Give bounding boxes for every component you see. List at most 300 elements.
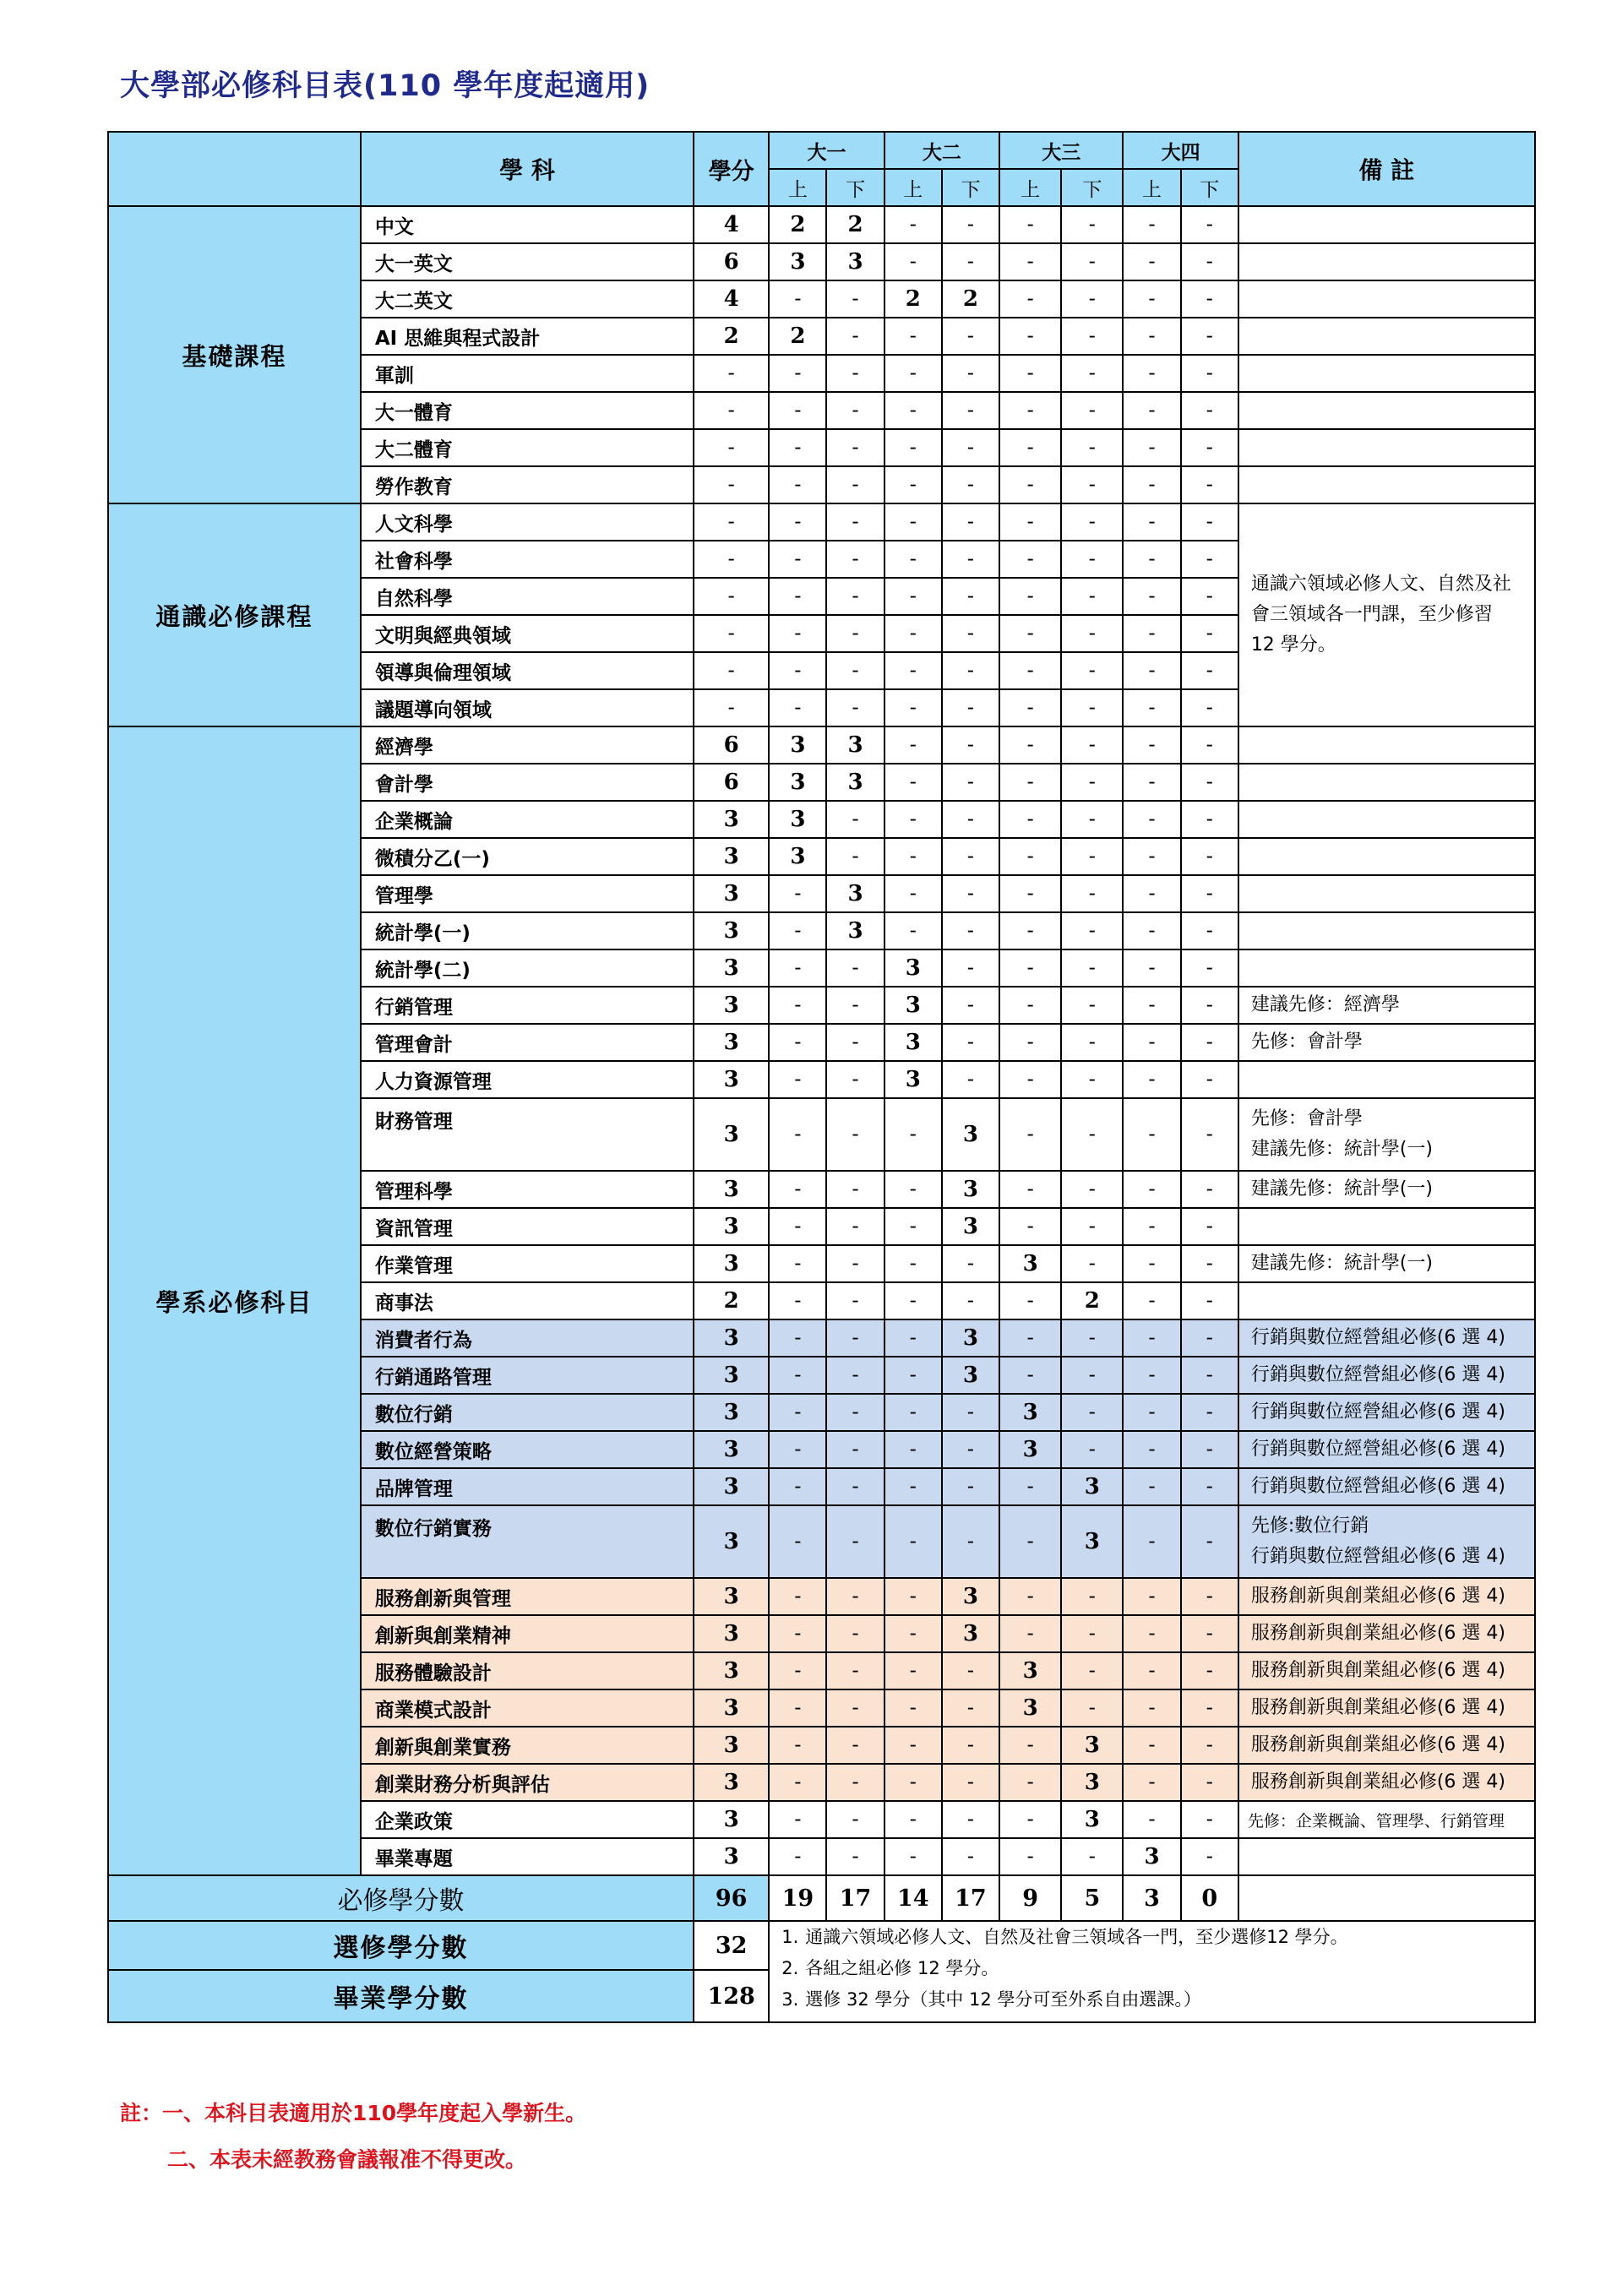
course-term-credit: -	[999, 429, 1061, 466]
course-term-credit: -	[769, 392, 826, 429]
course-term-credit: 3	[826, 912, 884, 949]
course-note	[1238, 1764, 1535, 1801]
summary-note-index: 1.	[781, 1927, 799, 1947]
course-term-credit: -	[999, 206, 1061, 243]
course-note	[1238, 1505, 1535, 1578]
course-term-credit: -	[942, 503, 999, 541]
course-term-credit: 3	[1061, 1801, 1123, 1838]
course-term-credit: -	[942, 429, 999, 466]
course-note-line: 服務創新與創業組必修(6 選 4)	[1250, 1659, 1505, 1681]
course-term-credit: -	[769, 875, 826, 912]
totals-row	[108, 1875, 1535, 1921]
course-term-credit: -	[1123, 838, 1180, 875]
course-term-credit: -	[1123, 1171, 1180, 1208]
course-term-credit: -	[1123, 206, 1180, 243]
summary-note-text: 各組之組必修 12 學分。	[805, 1957, 999, 1978]
course-term-credit: -	[1181, 1505, 1238, 1578]
course-term-credit: -	[1181, 689, 1238, 726]
course-subject: 行銷管理	[361, 987, 694, 1024]
course-term-credit: -	[942, 355, 999, 392]
totals-term: 17	[826, 1875, 884, 1921]
course-subject: 資訊管理	[361, 1208, 694, 1245]
course-credits: 3	[694, 1208, 769, 1245]
course-credits: 3	[694, 1727, 769, 1764]
course-credits: 3	[694, 1098, 769, 1171]
course-term-credit: -	[769, 1357, 826, 1394]
course-term-credit: -	[826, 392, 884, 429]
course-subject: 經濟學	[361, 726, 694, 764]
course-term-credit: -	[999, 243, 1061, 280]
course-term-credit: -	[1181, 1098, 1238, 1171]
course-term-credit: -	[1123, 1727, 1180, 1764]
course-term-credit: -	[1123, 1431, 1180, 1468]
course-subject: 品牌管理	[361, 1468, 694, 1505]
course-term-credit: -	[1061, 1652, 1123, 1689]
course-note	[1238, 355, 1535, 392]
course-credits: 3	[694, 949, 769, 987]
course-note	[1238, 1024, 1535, 1061]
course-note	[1238, 1652, 1535, 1689]
course-term-credit: -	[884, 1652, 942, 1689]
course-term-credit: -	[769, 1319, 826, 1357]
course-term-credit: -	[1181, 801, 1238, 838]
course-subject: 服務創新與管理	[361, 1578, 694, 1615]
course-term-credit: -	[942, 541, 999, 578]
course-term-credit: -	[884, 652, 942, 689]
course-note-line: 服務創新與創業組必修(6 選 4)	[1250, 1585, 1505, 1607]
course-term-credit: -	[999, 1801, 1061, 1838]
course-term-credit: -	[1061, 1578, 1123, 1615]
course-term-credit: 3	[884, 949, 942, 987]
course-credits: 3	[694, 1578, 769, 1615]
course-note	[1238, 1468, 1535, 1505]
course-term-credit: 3	[999, 1689, 1061, 1727]
course-term-credit: -	[884, 1171, 942, 1208]
course-subject: 自然科學	[361, 578, 694, 615]
course-term-credit: -	[884, 1615, 942, 1652]
course-note	[1238, 1689, 1535, 1727]
course-term-credit: -	[1061, 726, 1123, 764]
course-note	[1238, 1727, 1535, 1764]
course-credits: 3	[694, 838, 769, 875]
course-term-credit: -	[1123, 726, 1180, 764]
course-term-credit: -	[1123, 615, 1180, 652]
course-note-line: 建議先修：統計學(一)	[1250, 1139, 1433, 1160]
course-note-line: 先修：企業概論、管理學、行銷管理	[1247, 1811, 1505, 1831]
course-credits: 3	[694, 1652, 769, 1689]
course-term-credit: -	[1061, 801, 1123, 838]
course-term-credit: 2	[884, 280, 942, 318]
course-term-credit: -	[826, 689, 884, 726]
section-category: 基礎課程	[108, 206, 361, 503]
course-note	[1238, 949, 1535, 987]
course-note	[1238, 1208, 1535, 1245]
summary-notes	[769, 1921, 1535, 2022]
course-term-credit: -	[1181, 1801, 1238, 1838]
course-term-credit: -	[1123, 1764, 1180, 1801]
course-term-credit: -	[884, 875, 942, 912]
course-term-credit: -	[1181, 1024, 1238, 1061]
course-term-credit: 2	[942, 280, 999, 318]
summary-note	[781, 1984, 1534, 2016]
course-term-credit: -	[1123, 1505, 1180, 1578]
course-term-credit: -	[769, 1505, 826, 1578]
header-term-up: 上	[1123, 169, 1180, 206]
course-term-credit: -	[1061, 912, 1123, 949]
course-term-credit: -	[1061, 1024, 1123, 1061]
course-subject: 數位經營策略	[361, 1431, 694, 1468]
course-term-credit: -	[884, 726, 942, 764]
course-term-credit: -	[884, 1505, 942, 1578]
course-term-credit: -	[826, 1615, 884, 1652]
course-term-credit: -	[1123, 1024, 1180, 1061]
course-term-credit: -	[1123, 987, 1180, 1024]
course-term-credit: -	[769, 355, 826, 392]
course-term-credit: -	[884, 1208, 942, 1245]
course-term-credit: -	[999, 355, 1061, 392]
course-term-credit: -	[1061, 875, 1123, 912]
course-credits: 3	[694, 987, 769, 1024]
elective-label: 選修學分數	[108, 1921, 694, 1970]
course-credits: 3	[694, 1801, 769, 1838]
course-term-credit: 3	[1061, 1468, 1123, 1505]
course-note	[1238, 912, 1535, 949]
course-note	[1238, 392, 1535, 429]
course-term-credit: -	[769, 1652, 826, 1689]
course-term-credit: -	[884, 689, 942, 726]
course-term-credit: -	[1181, 615, 1238, 652]
course-term-credit: 3	[942, 1357, 999, 1394]
totals-term: 0	[1181, 1875, 1238, 1921]
header-term-up: 上	[999, 169, 1061, 206]
course-term-credit: -	[942, 1689, 999, 1727]
header-subject: 學 科	[361, 132, 694, 206]
course-credits: 3	[694, 1357, 769, 1394]
course-term-credit: -	[884, 466, 942, 503]
course-term-credit: -	[884, 1282, 942, 1319]
course-term-credit: -	[1181, 1431, 1238, 1468]
course-term-credit: -	[769, 1801, 826, 1838]
course-term-credit: -	[1181, 1357, 1238, 1394]
course-subject: 中文	[361, 206, 694, 243]
course-term-credit: -	[1061, 1245, 1123, 1282]
course-term-credit: -	[1123, 1061, 1180, 1098]
course-term-credit: -	[1123, 243, 1180, 280]
course-term-credit: -	[826, 1801, 884, 1838]
course-term-credit: -	[942, 1431, 999, 1468]
course-term-credit: -	[884, 1727, 942, 1764]
course-subject: 管理學	[361, 875, 694, 912]
course-term-credit: -	[999, 466, 1061, 503]
course-note	[1238, 1431, 1535, 1468]
course-term-credit: -	[1061, 1171, 1123, 1208]
course-note-line: 服務創新與創業組必修(6 選 4)	[1250, 1771, 1505, 1793]
course-term-credit: 2	[826, 206, 884, 243]
course-note-line: 行銷與數位經營組必修(6 選 4)	[1250, 1401, 1505, 1423]
course-term-credit: -	[826, 1319, 884, 1357]
course-term-credit: -	[942, 1727, 999, 1764]
course-note-line: 行銷與數位經營組必修(6 選 4)	[1250, 1326, 1505, 1348]
course-credits: 3	[694, 1024, 769, 1061]
course-term-credit: -	[999, 801, 1061, 838]
course-note-line: 行銷與數位經營組必修(6 選 4)	[1250, 1363, 1505, 1385]
course-term-credit: -	[942, 987, 999, 1024]
header-year: 大三	[999, 132, 1123, 169]
course-term-credit: -	[1123, 1394, 1180, 1431]
course-term-credit: -	[942, 689, 999, 726]
course-term-credit: -	[999, 726, 1061, 764]
course-term-credit: -	[1181, 1652, 1238, 1689]
course-term-credit: -	[1061, 503, 1123, 541]
course-credits: 3	[694, 1394, 769, 1431]
course-term-credit: -	[1061, 615, 1123, 652]
course-term-credit: -	[1061, 429, 1123, 466]
course-term-credit: -	[1123, 1801, 1180, 1838]
course-term-credit: -	[884, 1245, 942, 1282]
course-term-credit: -	[1123, 912, 1180, 949]
course-term-credit: -	[826, 1727, 884, 1764]
course-term-credit: -	[999, 1578, 1061, 1615]
course-term-credit: -	[1061, 1357, 1123, 1394]
course-term-credit: 3	[884, 1061, 942, 1098]
course-term-credit: -	[769, 615, 826, 652]
course-term-credit: 3	[942, 1171, 999, 1208]
course-term-credit: -	[1181, 1394, 1238, 1431]
header-term-down: 下	[1181, 169, 1238, 206]
course-subject: 大二體育	[361, 429, 694, 466]
course-term-credit: -	[1181, 206, 1238, 243]
course-term-credit: -	[942, 1282, 999, 1319]
course-term-credit: 3	[769, 243, 826, 280]
course-term-credit: -	[1123, 689, 1180, 726]
course-term-credit: -	[769, 429, 826, 466]
course-term-credit: -	[769, 280, 826, 318]
course-term-credit: -	[1123, 503, 1180, 541]
course-term-credit: -	[769, 1615, 826, 1652]
course-term-credit: -	[884, 243, 942, 280]
course-term-credit: -	[1061, 764, 1123, 801]
course-term-credit: -	[999, 615, 1061, 652]
course-term-credit: -	[884, 764, 942, 801]
course-term-credit: -	[884, 503, 942, 541]
course-term-credit: -	[826, 466, 884, 503]
course-row	[108, 503, 1535, 541]
header-year: 大四	[1123, 132, 1238, 169]
course-note	[1238, 280, 1535, 318]
course-term-credit: 3	[826, 764, 884, 801]
course-note-line: 服務創新與創業組必修(6 選 4)	[1250, 1622, 1505, 1644]
course-subject: 議題導向領域	[361, 689, 694, 726]
course-term-credit: -	[1123, 578, 1180, 615]
course-term-credit: -	[1061, 243, 1123, 280]
course-note	[1238, 1282, 1535, 1319]
course-credits: -	[694, 392, 769, 429]
course-note	[1238, 1171, 1535, 1208]
course-term-credit: -	[826, 1652, 884, 1689]
course-term-credit: -	[884, 1468, 942, 1505]
course-term-credit: -	[884, 318, 942, 355]
course-term-credit: -	[826, 355, 884, 392]
course-credits: -	[694, 541, 769, 578]
course-term-credit: -	[999, 689, 1061, 726]
course-term-credit: -	[999, 1615, 1061, 1652]
course-term-credit: -	[1181, 1245, 1238, 1282]
course-term-credit: -	[826, 1505, 884, 1578]
course-term-credit: -	[884, 1838, 942, 1875]
course-term-credit: -	[999, 318, 1061, 355]
course-term-credit: -	[1061, 987, 1123, 1024]
course-credits: 3	[694, 1319, 769, 1357]
course-credits: 3	[694, 1689, 769, 1727]
course-term-credit: -	[1061, 652, 1123, 689]
course-term-credit: -	[826, 1838, 884, 1875]
course-term-credit: -	[769, 689, 826, 726]
course-term-credit: 3	[769, 801, 826, 838]
course-term-credit: 2	[769, 318, 826, 355]
course-term-credit: -	[826, 615, 884, 652]
course-term-credit: -	[769, 503, 826, 541]
course-term-credit: -	[999, 1468, 1061, 1505]
course-term-credit: 2	[769, 206, 826, 243]
course-term-credit: -	[999, 764, 1061, 801]
course-term-credit: -	[1123, 801, 1180, 838]
course-term-credit: 3	[884, 987, 942, 1024]
totals-term: 9	[999, 1875, 1061, 1921]
course-term-credit: -	[826, 949, 884, 987]
course-term-credit: -	[1123, 1208, 1180, 1245]
course-term-credit: -	[1181, 503, 1238, 541]
course-term-credit: -	[999, 912, 1061, 949]
header-year: 大二	[884, 132, 999, 169]
course-note-line: 服務創新與創業組必修(6 選 4)	[1250, 1696, 1505, 1718]
course-note	[1238, 987, 1535, 1024]
course-term-credit: -	[826, 1468, 884, 1505]
curriculum-table	[107, 131, 1536, 2023]
course-term-credit: -	[942, 615, 999, 652]
course-term-credit: -	[1181, 541, 1238, 578]
course-term-credit: -	[942, 243, 999, 280]
course-term-credit: -	[769, 1764, 826, 1801]
course-term-credit: -	[769, 987, 826, 1024]
course-term-credit: -	[1123, 1468, 1180, 1505]
graduation-credits: 128	[694, 1970, 769, 2022]
course-subject: 軍訓	[361, 355, 694, 392]
course-term-credit: -	[999, 1727, 1061, 1764]
course-term-credit: 3	[769, 838, 826, 875]
course-credits: -	[694, 578, 769, 615]
course-credits: 3	[694, 1764, 769, 1801]
course-credits: -	[694, 652, 769, 689]
course-term-credit: -	[999, 1357, 1061, 1394]
course-term-credit: -	[826, 1024, 884, 1061]
course-term-credit: -	[942, 652, 999, 689]
course-term-credit: -	[1123, 541, 1180, 578]
course-term-credit: -	[1181, 280, 1238, 318]
course-term-credit: 3	[999, 1245, 1061, 1282]
summary-note-text: 選修 32 學分（其中 12 學分可至外系自由選課。）	[805, 1989, 1201, 2010]
course-term-credit: -	[1181, 875, 1238, 912]
course-note	[1238, 838, 1535, 875]
course-term-credit: -	[884, 1764, 942, 1801]
course-term-credit: -	[769, 912, 826, 949]
course-subject: 財務管理	[361, 1098, 694, 1171]
course-term-credit: -	[826, 578, 884, 615]
totals-term: 5	[1061, 1875, 1123, 1921]
course-term-credit: -	[999, 949, 1061, 987]
course-credits: 6	[694, 764, 769, 801]
course-term-credit: -	[942, 1652, 999, 1689]
course-note	[1238, 318, 1535, 355]
course-term-credit: -	[1181, 1689, 1238, 1727]
course-term-credit: -	[1181, 652, 1238, 689]
course-credits: 3	[694, 875, 769, 912]
totals-label: 必修學分數	[108, 1875, 694, 1921]
course-term-credit: -	[826, 318, 884, 355]
course-term-credit: 3	[826, 726, 884, 764]
course-note	[1238, 1061, 1535, 1098]
course-term-credit: 3	[942, 1098, 999, 1171]
course-term-credit: 3	[999, 1394, 1061, 1431]
course-term-credit: -	[769, 1061, 826, 1098]
course-term-credit: -	[1123, 1615, 1180, 1652]
course-term-credit: -	[1123, 1098, 1180, 1171]
course-term-credit: -	[1123, 318, 1180, 355]
course-row	[108, 726, 1535, 764]
course-subject: 人力資源管理	[361, 1061, 694, 1098]
course-term-credit: -	[1181, 429, 1238, 466]
course-term-credit: -	[999, 280, 1061, 318]
course-term-credit: -	[769, 1245, 826, 1282]
course-subject: 微積分乙(一)	[361, 838, 694, 875]
course-subject: 服務體驗設計	[361, 1652, 694, 1689]
course-term-credit: -	[1181, 1208, 1238, 1245]
course-term-credit: -	[1181, 1319, 1238, 1357]
course-term-credit: -	[942, 1764, 999, 1801]
graduation-label: 畢業學分數	[108, 1970, 694, 2022]
course-term-credit: -	[999, 1319, 1061, 1357]
course-term-credit: -	[999, 1282, 1061, 1319]
course-term-credit: -	[942, 912, 999, 949]
course-subject: 大二英文	[361, 280, 694, 318]
course-credits: -	[694, 466, 769, 503]
course-term-credit: -	[942, 466, 999, 503]
course-credits: 4	[694, 280, 769, 318]
course-term-credit: -	[1181, 949, 1238, 987]
course-term-credit: 3	[1061, 1505, 1123, 1578]
course-term-credit: -	[1123, 355, 1180, 392]
course-subject: 企業政策	[361, 1801, 694, 1838]
course-term-credit: -	[999, 1505, 1061, 1578]
course-term-credit: -	[1061, 1319, 1123, 1357]
course-credits: 3	[694, 1615, 769, 1652]
course-term-credit: -	[1181, 1468, 1238, 1505]
course-term-credit: -	[1181, 764, 1238, 801]
course-note	[1238, 764, 1535, 801]
course-term-credit: -	[884, 541, 942, 578]
course-term-credit: -	[769, 1468, 826, 1505]
course-note	[1238, 1838, 1535, 1875]
course-term-credit: -	[1061, 280, 1123, 318]
course-credits: 3	[694, 912, 769, 949]
course-term-credit: -	[826, 1357, 884, 1394]
header-category-blank	[108, 132, 361, 206]
course-term-credit: -	[1181, 987, 1238, 1024]
course-term-credit: -	[1123, 1578, 1180, 1615]
course-term-credit: -	[769, 578, 826, 615]
course-term-credit: -	[1123, 429, 1180, 466]
course-term-credit: -	[826, 1578, 884, 1615]
course-term-credit: -	[769, 1394, 826, 1431]
